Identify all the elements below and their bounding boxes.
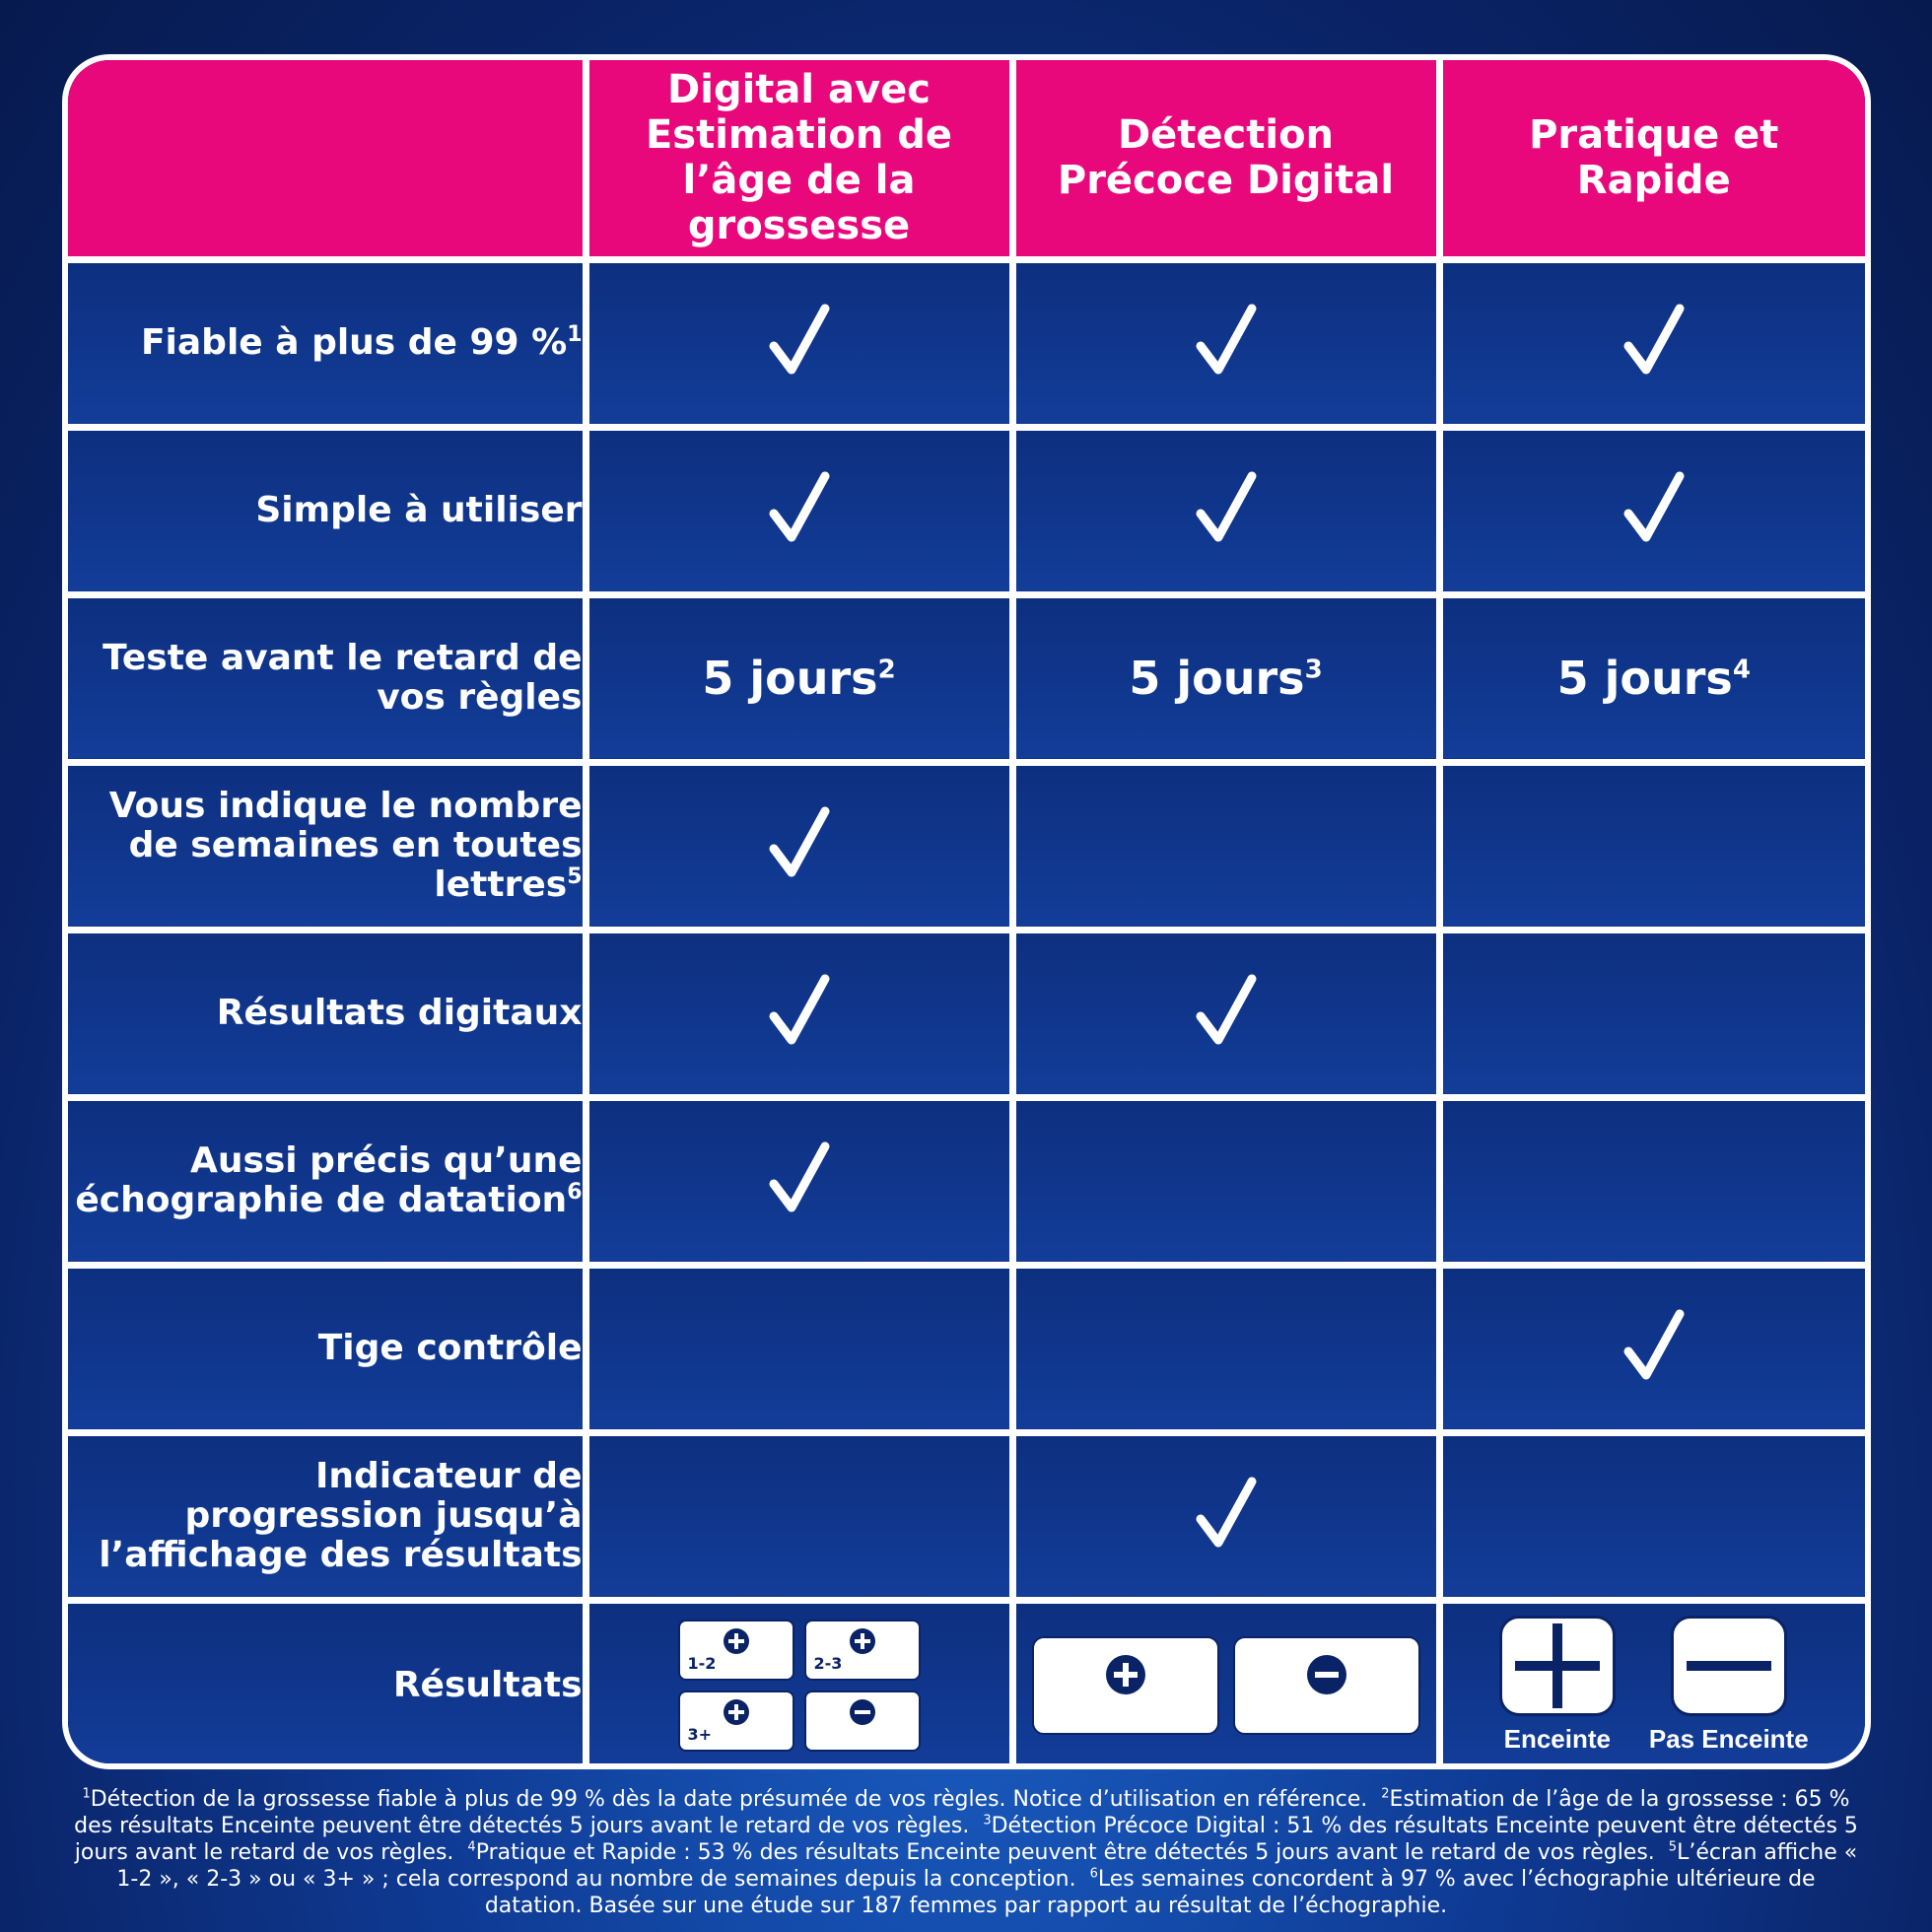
table-cell <box>1439 930 1865 1097</box>
table-cell <box>1012 1265 1439 1432</box>
row-label: Résultats digitaux <box>68 930 586 1097</box>
table-cell <box>1439 1265 1865 1432</box>
result-pas-enceinte-label: Pas Enceinte <box>1648 1724 1809 1755</box>
result-negative <box>1233 1636 1420 1735</box>
result-1-2: 1-2 <box>678 1620 794 1681</box>
table-cell <box>586 930 1012 1097</box>
header-corner <box>68 60 586 259</box>
plus-icon <box>1499 1616 1616 1716</box>
row-label: Indicateur de progression jusqu’à l’affichage des résultats <box>68 1432 586 1600</box>
row-label: Vous indique le nombre de semaines en toutes lettres$^5$ <box>68 762 586 930</box>
table-cell <box>586 259 1012 427</box>
table-cell <box>586 1432 1012 1600</box>
footnote: $^3$Détection Précoce Digital : 51 % des résultats Enceinte peuvent être détectés 5 jours avant le retard de vos règles. <box>74 1813 1858 1865</box>
table-cell <box>1439 762 1865 930</box>
footnotes <box>69 1786 1863 1919</box>
checkmark-icon <box>1195 1476 1258 1552</box>
table-cell <box>1439 1432 1865 1600</box>
footnote: $^5$L’écran affiche « 1-2 », « 2-3 » ou « 3+ » ; cela correspond au nombre de semaines depuis la conception. <box>116 1839 1858 1892</box>
checkmark-icon <box>1195 303 1258 380</box>
table-row <box>68 1265 1865 1432</box>
table-cell <box>1439 259 1865 427</box>
checkmark-icon <box>1622 470 1686 547</box>
row-label: Fiable à plus de 99 %$^1$ <box>68 259 586 427</box>
days-value: 5 jours$^3$ <box>1129 652 1323 705</box>
table-cell <box>1012 762 1439 930</box>
table-row <box>68 594 1865 762</box>
checkmark-icon <box>768 1140 831 1217</box>
table-cell <box>586 427 1012 594</box>
table-cell <box>1012 1432 1439 1600</box>
table-row <box>68 427 1865 594</box>
table-cell <box>586 762 1012 930</box>
row-label: Tige contrôle <box>68 1265 586 1432</box>
table-cell <box>1012 259 1439 427</box>
footnote: $^4$Pratique et Rapide : 53 % des résultats Enceinte peuvent être détectés 5 jours avant le retard de vos règles. <box>467 1839 1669 1865</box>
column-header-detection-precoce: Détection Précoce Digital <box>1012 60 1439 259</box>
table-row <box>68 930 1865 1097</box>
checkmark-icon <box>1622 1308 1686 1385</box>
table-cell <box>586 1097 1012 1265</box>
column-header-digital-estimation: Digital avec Estimation de l’âge de la grossesse <box>586 60 1012 259</box>
table-cell <box>1012 930 1439 1097</box>
row-label: Simple à utiliser <box>68 427 586 594</box>
checkmark-icon <box>768 973 831 1050</box>
table-row <box>68 1097 1865 1265</box>
comparison-table-frame <box>62 54 1871 1769</box>
table-row <box>68 259 1865 427</box>
table-cell <box>586 1600 1012 1767</box>
table-row <box>68 1600 1865 1767</box>
days-value: 5 jours$^4$ <box>1556 652 1751 705</box>
results-detection-precoce <box>1016 1636 1436 1735</box>
checkmark-icon <box>1195 470 1258 547</box>
row-label: Teste avant le retard de vos règles <box>68 594 586 762</box>
table-cell <box>1439 427 1865 594</box>
comparison-table <box>68 60 1865 1767</box>
result-2-3: 2-3 <box>804 1620 921 1681</box>
minus-icon <box>1671 1616 1787 1716</box>
table-cell <box>586 594 1012 762</box>
checkmark-icon <box>1195 973 1258 1050</box>
table-row <box>68 762 1865 930</box>
table-cell <box>1439 1097 1865 1265</box>
result-positive <box>1032 1636 1219 1735</box>
result-negative <box>804 1690 921 1752</box>
table-cell <box>586 1265 1012 1432</box>
table-cell <box>1439 1600 1865 1767</box>
checkmark-icon <box>1622 303 1686 380</box>
column-header-pratique-rapide: Pratique et Rapide <box>1439 60 1865 259</box>
footnote: $^1$Détection de la grossesse fiable à plus de 99 % dès la date présumée de vos règles. Notice d’utilisation en référence. <box>82 1786 1382 1812</box>
checkmark-icon <box>768 805 831 882</box>
row-label: Résultats <box>68 1600 586 1767</box>
result-enceinte-label: Enceinte <box>1503 1724 1611 1755</box>
footnote: $^6$Les semaines concordent à 97 % avec l’échographie ultérieure de datation. Basée sur une étude sur 187 femmes par rapport au résultat de l’échographie. <box>484 1866 1816 1918</box>
results-digital-estimation <box>589 1620 1009 1752</box>
result-3plus: 3+ <box>678 1690 794 1752</box>
table-cell <box>1012 1097 1439 1265</box>
table-cell <box>1012 594 1439 762</box>
table-row <box>68 1432 1865 1600</box>
table-cell <box>1439 594 1865 762</box>
results-pratique-rapide <box>1443 1616 1866 1755</box>
checkmark-icon <box>768 470 831 547</box>
footnote: $^2$Estimation de l’âge de la grossesse : 65 % des résultats Enceinte peuvent être détectés 5 jours avant le retard de vos règles. <box>74 1786 1850 1838</box>
days-value: 5 jours$^2$ <box>702 652 896 705</box>
table-cell <box>1012 427 1439 594</box>
row-label: Aussi précis qu’une échographie de datation$^6$ <box>68 1097 586 1265</box>
table-cell <box>1012 1600 1439 1767</box>
checkmark-icon <box>768 303 831 380</box>
